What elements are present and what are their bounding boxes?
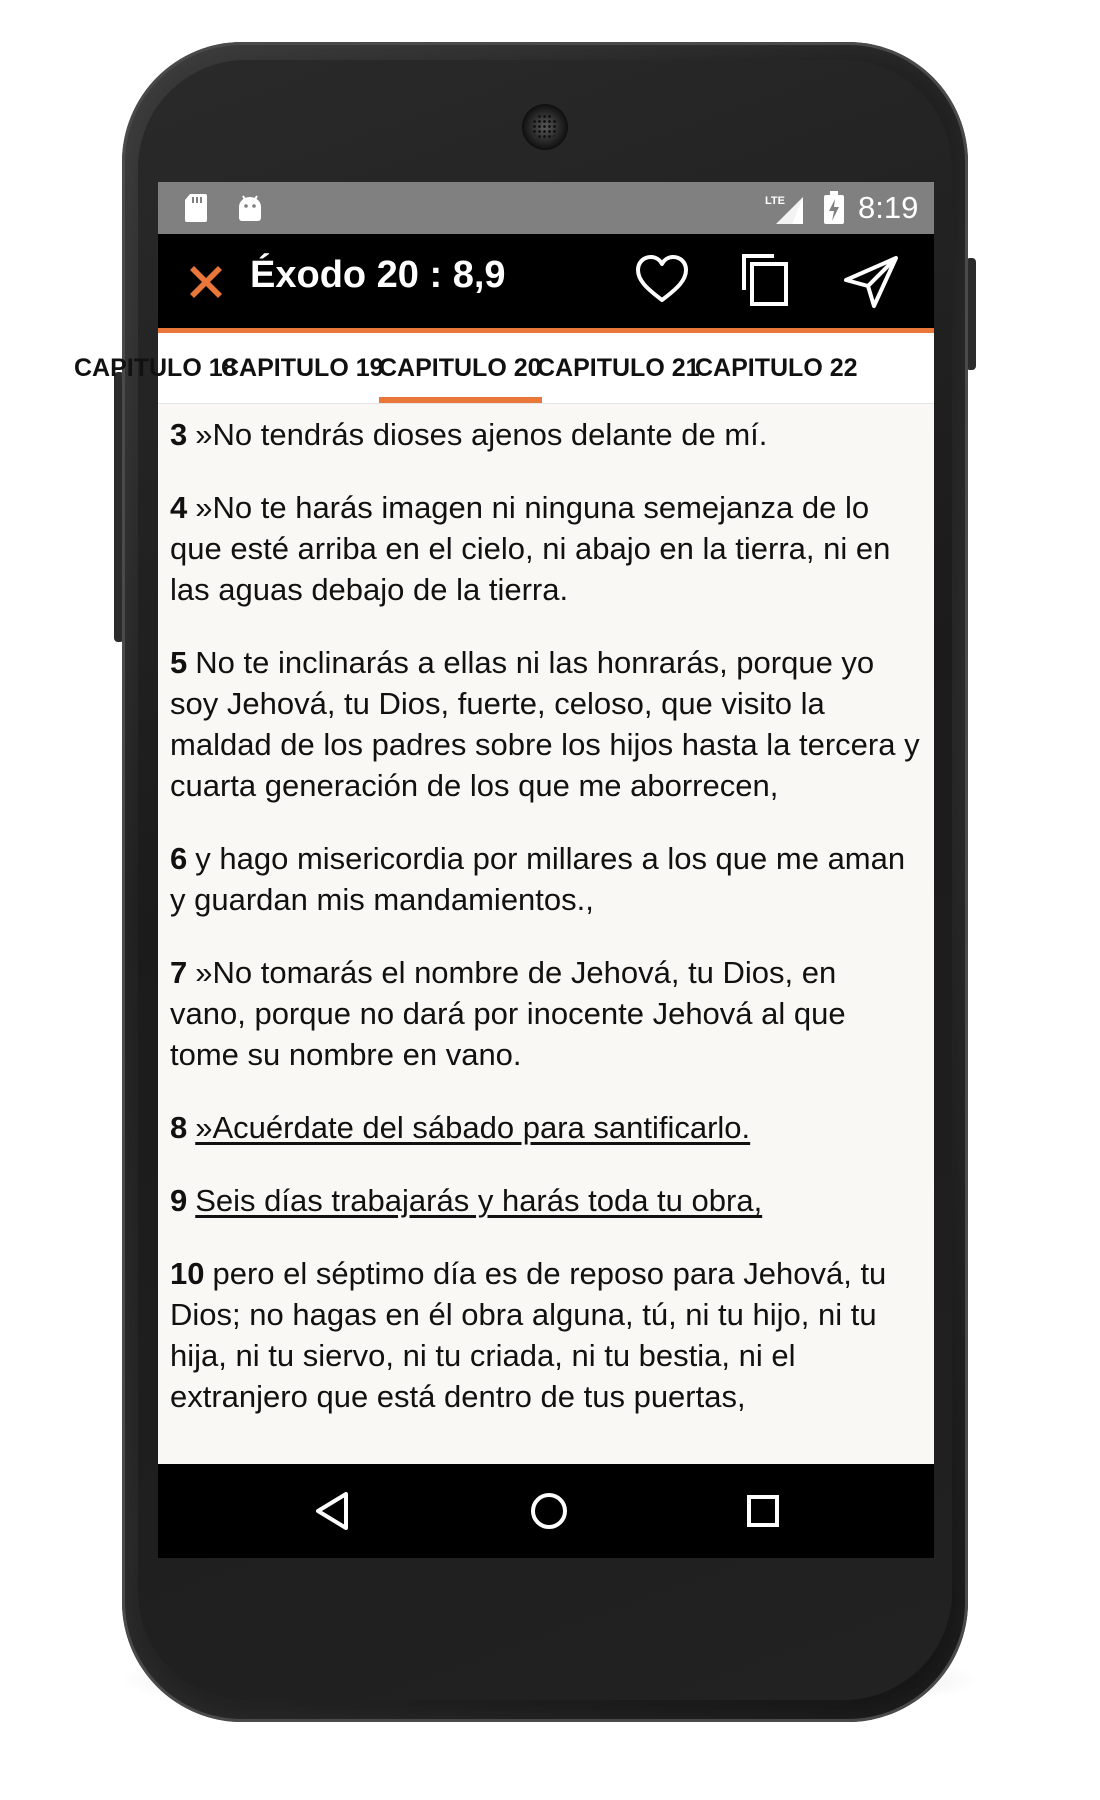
verse-text: No te inclinarás a ellas ni las honrarás, porque yo soy Jehová, tu Dios, fuerte, celoso, que visito la maldad de los padres sobre los hijos hasta la tercera y cuarta generación de los que me aborrecen, bbox=[170, 645, 920, 803]
verse-item-selected[interactable] bbox=[170, 1107, 920, 1148]
send-icon[interactable] bbox=[842, 250, 902, 310]
lte-signal-icon bbox=[764, 193, 804, 225]
chapter-tabs bbox=[74, 333, 934, 404]
verse-number: 5 bbox=[170, 645, 188, 680]
verse-number: 6 bbox=[170, 841, 188, 876]
tab-capitulo-20[interactable]: CAPITULO 20 bbox=[379, 333, 542, 403]
verse-text: »No tendrás dioses ajenos delante de mí. bbox=[195, 417, 768, 452]
app-bar bbox=[158, 234, 934, 333]
clock: 8:19 bbox=[858, 190, 919, 225]
verse-list bbox=[158, 404, 934, 1464]
verse-item[interactable] bbox=[170, 952, 920, 1075]
verse-number: 8 bbox=[170, 1110, 188, 1145]
home-icon[interactable] bbox=[526, 1488, 572, 1534]
verse-number: 7 bbox=[170, 955, 188, 990]
verse-number: 4 bbox=[170, 490, 188, 525]
heart-icon[interactable] bbox=[632, 250, 692, 310]
verse-item[interactable] bbox=[170, 642, 920, 806]
tab-capitulo-21[interactable]: CAPITULO 21 bbox=[537, 354, 700, 382]
verse-text: »No tomarás el nombre de Jehová, tu Dios, en vano, porque no dará por inocente Jehová al que tome su nombre en vano. bbox=[170, 955, 846, 1072]
verse-item[interactable] bbox=[170, 487, 920, 610]
page-title: Éxodo 20 : 8,9 bbox=[250, 254, 506, 296]
battery-icon bbox=[822, 191, 846, 225]
navigation-bar bbox=[158, 1464, 934, 1558]
android-icon bbox=[236, 193, 264, 223]
status-bar bbox=[158, 182, 934, 234]
verse-item[interactable] bbox=[170, 838, 920, 920]
phone-screen bbox=[74, 182, 934, 1558]
tab-capitulo-18[interactable]: CAPITULO 18 bbox=[74, 354, 237, 382]
verse-number: 10 bbox=[170, 1256, 205, 1291]
verse-number: 9 bbox=[170, 1183, 188, 1218]
copy-icon[interactable] bbox=[736, 250, 796, 310]
svg-text:LTE: LTE bbox=[765, 195, 785, 207]
verse-number: 3 bbox=[170, 417, 188, 452]
earpiece-speaker bbox=[524, 106, 566, 148]
back-icon[interactable] bbox=[310, 1488, 356, 1534]
verse-item[interactable] bbox=[170, 414, 920, 455]
verse-text: Seis días trabajarás y harás toda tu obra, bbox=[195, 1183, 763, 1218]
verse-text: »Acuérdate del sábado para santificarlo. bbox=[195, 1110, 751, 1145]
close-icon[interactable] bbox=[184, 260, 228, 304]
verse-text: pero el séptimo día es de reposo para Jehová, tu Dios; no hagas en él obra alguna, tú, ni tu hijo, ni tu hija, ni tu siervo, ni tu criada, ni tu bestia, ni el extranjero que está dentro de tus puertas, bbox=[170, 1256, 887, 1414]
tab-capitulo-19[interactable]: CAPITULO 19 bbox=[221, 354, 384, 382]
tab-capitulo-22[interactable]: CAPITULO 22 bbox=[695, 354, 858, 382]
verse-item[interactable] bbox=[170, 1253, 920, 1417]
verse-text: y hago misericordia por millares a los que me aman y guardan mis mandamientos., bbox=[170, 841, 906, 917]
recents-icon[interactable] bbox=[740, 1488, 786, 1534]
sd-card-icon bbox=[184, 193, 208, 223]
verse-text: »No te harás imagen ni ninguna semejanza de lo que esté arriba en el cielo, ni abajo en la tierra, ni en las aguas debajo de la tierra. bbox=[170, 490, 891, 607]
verse-item-selected[interactable] bbox=[170, 1180, 920, 1221]
